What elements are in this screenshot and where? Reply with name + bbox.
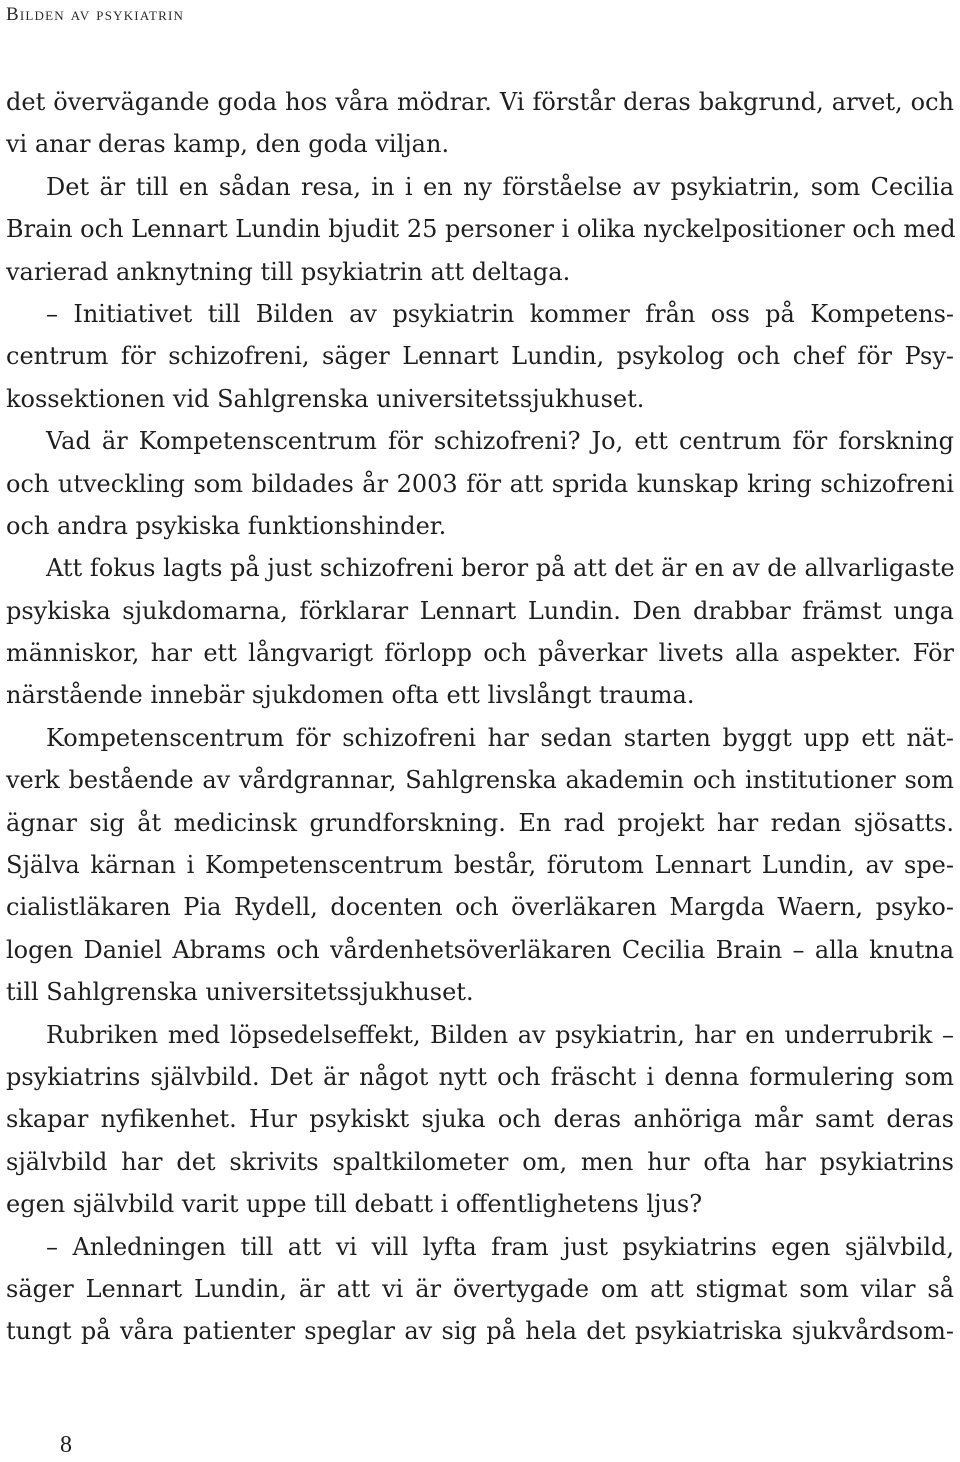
text-line: Brain och Lennart Lundin bjudit 25 personer i olika nyckelpositioner och med [6, 215, 956, 244]
text-line: Kompetenscentrum för schizofreni har sedan starten byggt upp ett nät- [46, 723, 954, 752]
text-line: centrum för schizofreni, säger Lennart Lundin, psykolog och chef för Psy- [6, 342, 954, 371]
text-line: till Sahlgrenska universitetssjukhuset. [6, 978, 474, 1007]
page-number: 8 [60, 1432, 72, 1458]
text-line: Själva kärnan i Kompetenscentrum består, förutom Lennart Lundin, av spe- [6, 851, 954, 880]
text-line: Rubriken med löpsedelseffekt, Bilden av psykiatrin, har en underrubrik – [46, 1020, 954, 1049]
text-line: – Anledningen till att vi vill lyfta fram just psykiatrins egen självbild, [46, 1232, 954, 1261]
text-line: vi anar deras kamp, den goda viljan. [6, 130, 450, 159]
text-line: Vad är Kompetenscentrum för schizofreni? Jo, ett centrum för forskning [46, 427, 954, 456]
text-line: egen självbild varit uppe till debatt i offentlighetens ljus? [6, 1190, 703, 1219]
text-line: logen Daniel Abrams och vårdenhetsöverläkaren Cecilia Brain – alla knutna [6, 935, 954, 964]
text-line: och andra psykiska funktionshinder. [6, 511, 447, 540]
text-line: psykiatrins självbild. Det är något nytt och fräscht i denna formulering som [6, 1062, 954, 1091]
body-text [6, 81, 954, 1353]
text-line: människor, har ett långvarigt förlopp och påverkar livets alla aspekter. För [6, 639, 954, 668]
text-line: och utveckling som bildades år 2003 för att sprida kunskap kring schizofreni [6, 469, 954, 498]
text-line: verk bestående av vårdgrannar, Sahlgrenska akademin och institutioner som [6, 766, 954, 795]
text-line: kossektionen vid Sahlgrenska universitetssjukhuset. [6, 384, 645, 413]
running-header-title: Bilden av psykiatrin [6, 4, 185, 25]
text-line: ägnar sig åt medicinsk grundforskning. En rad projekt har redan sjösatts. [6, 808, 954, 837]
text-line: – Initiativet till Bilden av psykiatrin kommer från oss på Kompetens- [46, 299, 954, 328]
text-line: psykiska sjukdomarna, förklarar Lennart Lundin. Den drabbar främst unga [6, 596, 954, 625]
text-line: skapar nyfikenhet. Hur psykiskt sjuka och deras anhöriga mår samt deras [6, 1105, 954, 1134]
text-line: Det är till en sådan resa, in i en ny förståelse av psykiatrin, som Cecilia [46, 172, 954, 201]
text-line: Att fokus lagts på just schizofreni beror på att det är en av de allvarligaste [46, 554, 955, 583]
text-line: närstående innebär sjukdomen ofta ett livslångt trauma. [6, 681, 695, 710]
text-line: cialistläkaren Pia Rydell, docenten och överläkaren Margda Waern, psyko- [6, 893, 954, 922]
text-line: självbild har det skrivits spaltkilometer om, men hur ofta har psykiatrins [6, 1147, 954, 1176]
text-line: varierad anknytning till psykiatrin att deltaga. [6, 257, 571, 286]
text-line: det övervägande goda hos våra mödrar. Vi förstår deras bakgrund, arvet, och [6, 88, 954, 116]
text-line: tungt på våra patienter speglar av sig på hela det psykiatriska sjukvårdsom- [6, 1317, 954, 1346]
text-line: säger Lennart Lundin, är att vi är övertygade om att stigmat som vilar så [6, 1274, 954, 1303]
